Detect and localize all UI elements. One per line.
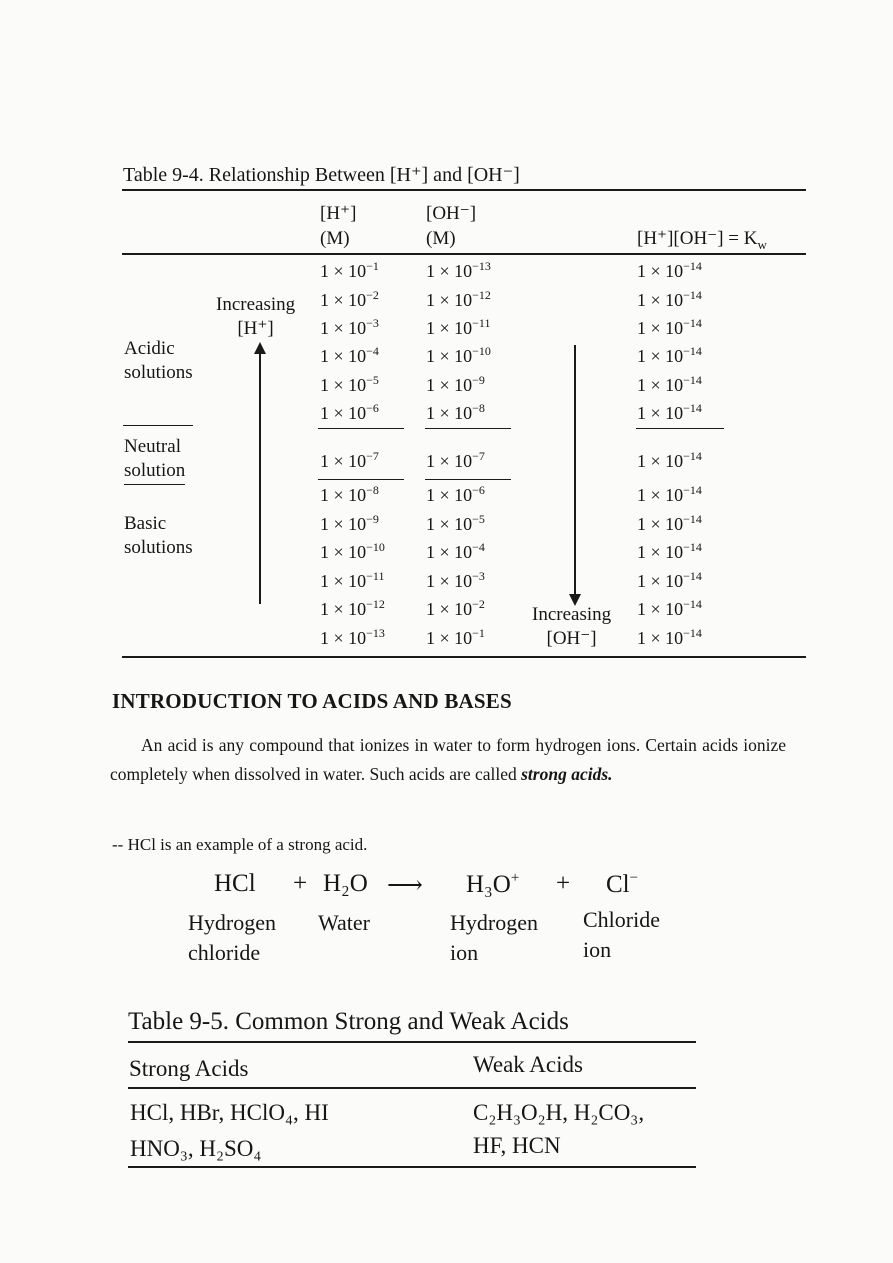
kw-value-cell: $1 \times 10^{-14}$ — [637, 597, 702, 619]
h-value-cell: $1 \times 10^{-9}$ — [320, 512, 379, 534]
eq-plus-2: + — [556, 870, 571, 897]
oh-value-cell: $1 \times 10^{-5}$ — [426, 512, 485, 534]
h-col-rule-2 — [318, 479, 404, 480]
eq-chloride: Cl− — [606, 870, 639, 898]
hcl-note: -- HCl is an example of a strong acid. — [112, 835, 368, 854]
oh-column-header: [OH⁻] (M) — [426, 203, 477, 249]
oh-value-cell: $1 \times 10^{-9}$ — [426, 373, 485, 395]
strong-acids-header: Strong Acids — [129, 1056, 249, 1081]
kw-value-cell: $1 \times 10^{-14}$ — [637, 626, 702, 648]
table-9-5-title: Table 9-5. Common Strong and Weak Acids — [128, 1008, 569, 1035]
kw-value-cell: $1 \times 10^{-14}$ — [637, 344, 702, 366]
h-value-cell: $1 \times 10^{-4}$ — [320, 344, 379, 366]
kw-value-cell: $1 \times 10^{-14}$ — [637, 316, 702, 338]
strong-acids-line-1: HCl, HBr, HClO₄, HI — [130, 1100, 329, 1125]
oh-value-cell: $1 \times 10^{-10}$ — [426, 344, 491, 366]
oh-value-cell: $1 \times 10^{-8}$ — [426, 401, 485, 423]
oh-value-cell: $1 \times 10^{-12}$ — [426, 288, 491, 310]
h-value-cell: $1 \times 10^{-2}$ — [320, 288, 379, 310]
oh-col-rule-2 — [425, 479, 511, 480]
eq-hcl: HCl — [214, 870, 256, 897]
h-column-header: [H⁺] (M) — [320, 203, 357, 249]
kw-value-cell: $1 \times 10^{-14}$ — [637, 449, 702, 471]
oh-value-cell: $1 \times 10^{-7}$ — [426, 449, 485, 471]
t5-header-rule — [128, 1087, 696, 1089]
label-chloride-ion: Chloride ion — [583, 907, 660, 962]
weak-acids-line-2: HF, HCN — [473, 1133, 561, 1158]
t5-bottom-rule — [128, 1166, 696, 1168]
label-hydrogen-chloride: Hydrogen chloride — [188, 910, 276, 965]
oh-value-cell: $1 \times 10^{-13}$ — [426, 259, 491, 281]
label-hydrogen-ion: Hydrogen ion — [450, 910, 538, 965]
eq-water: H₂O — [323, 870, 368, 897]
strong-acids-term: strong acids. — [521, 764, 613, 784]
eq-hydronium: H₃O+ — [466, 870, 520, 898]
eq-plus-1: + — [293, 870, 308, 897]
h-value-cell: $1 \times 10^{-10}$ — [320, 540, 385, 562]
kw-value-cell: $1 \times 10^{-14}$ — [637, 512, 702, 534]
weak-acids-line-1: C₂H₃O₂H, H₂CO₃, — [473, 1100, 645, 1125]
strong-acids-line-2: HNO₃, H₂SO₄ — [130, 1136, 262, 1161]
kw-value-cell: $1 \times 10^{-14}$ — [637, 401, 702, 423]
kw-value-cell: $1 \times 10^{-14}$ — [637, 259, 702, 281]
table-bottom-rule — [122, 656, 806, 658]
table-top-rule — [122, 189, 806, 191]
kw-value-cell: $1 \times 10^{-14}$ — [637, 373, 702, 395]
intro-paragraph: An acid is any compound that ionizes in water to form hydrogen ions. Certain acids ionize completely when dissolved in water. Such acids are called strong acids. — [110, 735, 786, 784]
kw-value-cell: $1 \times 10^{-14}$ — [637, 540, 702, 562]
header-rule — [122, 253, 806, 255]
oh-value-cell: $1 \times 10^{-1}$ — [426, 626, 485, 648]
h-value-cell: $1 \times 10^{-1}$ — [320, 259, 379, 281]
h-col-rule-1 — [318, 428, 404, 429]
kw-column-header: $[H^+][OH^-] = K_w$ — [637, 228, 767, 252]
oh-value-cell: $1 \times 10^{-11}$ — [426, 316, 491, 338]
table-9-4-title: Table 9-4. Relationship Between [H⁺] and [OH⁻] — [123, 164, 520, 186]
h-value-cell: $1 \times 10^{-7}$ — [320, 449, 379, 471]
oh-value-cell: $1 \times 10^{-4}$ — [426, 540, 485, 562]
weak-acids-header: Weak Acids — [473, 1052, 583, 1077]
h-value-cell: $1 \times 10^{-11}$ — [320, 569, 385, 591]
acidic-rule — [123, 425, 193, 426]
kw-value-cell: $1 \times 10^{-14}$ — [637, 569, 702, 591]
h-value-cell: $1 \times 10^{-8}$ — [320, 483, 379, 505]
increasing-h-arrow-shaft — [259, 352, 261, 604]
oh-value-cell: $1 \times 10^{-6}$ — [426, 483, 485, 505]
section-heading: INTRODUCTION TO ACIDS AND BASES — [112, 689, 512, 713]
kw-value-cell: $1 \times 10^{-14}$ — [637, 483, 702, 505]
h-value-cell: $1 \times 10^{-5}$ — [320, 373, 379, 395]
increasing-oh-arrow-shaft — [574, 345, 576, 595]
basic-label: Basic solutions — [124, 513, 193, 558]
oh-value-cell: $1 \times 10^{-3}$ — [426, 569, 485, 591]
h-value-cell: $1 \times 10^{-13}$ — [320, 626, 385, 648]
oh-col-rule-1 — [425, 428, 511, 429]
increasing-h-label: Increasing [H⁺] — [216, 294, 296, 339]
label-water: Water — [318, 910, 370, 935]
kw-col-rule-1 — [636, 428, 724, 429]
neutral-label: Neutral solution — [124, 435, 185, 485]
h-value-cell: $1 \times 10^{-3}$ — [320, 316, 379, 338]
eq-arrow: ⟶ — [387, 872, 423, 899]
oh-value-cell: $1 \times 10^{-2}$ — [426, 597, 485, 619]
kw-value-cell: $1 \times 10^{-14}$ — [637, 288, 702, 310]
h-value-cell: $1 \times 10^{-12}$ — [320, 597, 385, 619]
increasing-oh-label: Increasing [OH⁻] — [532, 604, 612, 649]
acidic-label: Acidic solutions — [124, 338, 193, 383]
h-value-cell: $1 \times 10^{-6}$ — [320, 401, 379, 423]
t5-top-rule — [128, 1041, 696, 1043]
